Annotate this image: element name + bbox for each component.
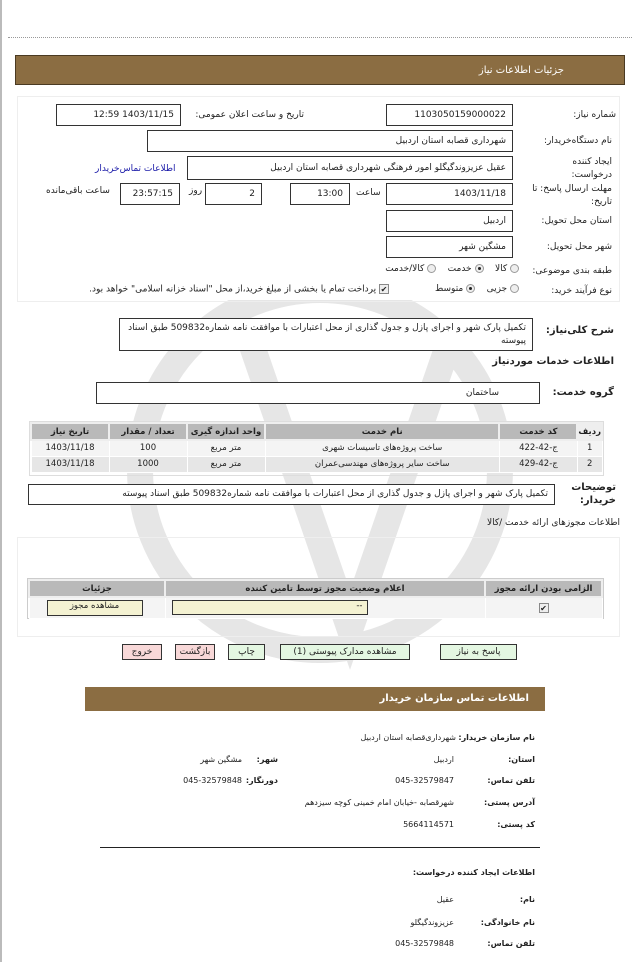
fax-label: دورنگار:: [245, 776, 278, 785]
col-date: تاریخ نیاز: [31, 423, 109, 440]
table-header-row: [29, 580, 602, 597]
buyer-label: نام دستگاه‌خریدار:: [543, 136, 612, 146]
org-label: نام سازمان خریدار:: [458, 733, 535, 742]
treasury-option: [89, 284, 389, 295]
radio-goods[interactable]: [510, 264, 519, 273]
col-unit: واحد اندازه گیری: [187, 423, 265, 440]
exit-button[interactable]: خروج: [122, 644, 162, 660]
remaining-label: ساعت باقی‌مانده: [46, 186, 110, 196]
services-table-wrap: [29, 421, 604, 476]
contact-divider: [100, 847, 540, 848]
buyer-notes-field: تکمیل پارک شهر و اجرای پازل و جدول گذاری از محل اعتبارات با موافقت نامه شماره509832 طبق اسناد پیوسته: [28, 484, 555, 505]
col-details: جزئیات: [29, 580, 165, 597]
radio-goods-service[interactable]: [427, 264, 436, 273]
creator-phone-label: تلفن تماس:: [487, 939, 535, 948]
cell: 1403/11/18: [31, 456, 109, 472]
buyer-field: شهرداری قصابه استان اردبیل: [147, 130, 513, 152]
services-table: [30, 422, 603, 473]
province-contact-label: استان:: [508, 755, 535, 764]
cell: 1403/11/18: [31, 440, 109, 456]
radio-goods-service-label: کالا/خدمت: [385, 264, 425, 274]
view-license-button[interactable]: مشاهده مجوز: [47, 600, 143, 616]
address-value: شهرقصابه -خیابان امام خمینی کوچه سیزدهم: [304, 798, 454, 807]
province-field: اردبیل: [386, 210, 513, 232]
cell: 2: [577, 456, 602, 472]
radio-medium[interactable]: [466, 284, 475, 293]
treasury-checkbox[interactable]: ✔: [380, 285, 388, 294]
licenses-table: [28, 579, 603, 619]
radio-minor[interactable]: [510, 284, 519, 293]
buyer-notes-label: توضیحات خریدار:: [571, 482, 616, 506]
city-contact-value: مشگین شهر: [200, 755, 242, 764]
col-status: اعلام وضعیت مجوز توسط تامین کننده: [165, 580, 485, 597]
fax-value: 045-32579848: [183, 776, 242, 785]
print-button[interactable]: چاپ: [228, 644, 265, 660]
view-attachments-button[interactable]: مشاهده مدارک پیوستی (1): [280, 644, 410, 660]
address-label: آدرس پستی:: [484, 798, 535, 807]
province-contact-value: اردبیل: [433, 755, 454, 764]
family-label: نام خانوادگی:: [480, 918, 535, 927]
details-cell: [29, 597, 165, 618]
services-title: اطلاعات خدمات موردنیاز: [492, 356, 614, 367]
name-label: نام:: [519, 895, 535, 904]
table-row: [29, 597, 602, 618]
page-header: جزئیات اطلاعات نیاز: [15, 55, 625, 85]
name-value: عقیل: [436, 895, 454, 904]
city-field: مشگین شهر: [386, 236, 513, 258]
col-qty: تعداد / مقدار: [109, 423, 187, 440]
licenses-title: اطلاعات مجوزهای ارائه خدمت /کالا: [486, 518, 620, 528]
radio-goods-label: کالا: [494, 264, 508, 274]
creator-info-title: اطلاعات ایجاد کننده درخواست:: [412, 868, 535, 877]
phone-label: تلفن تماس:: [487, 776, 535, 785]
required-cell: [485, 597, 602, 618]
creator-phone-value: 045-32579848: [395, 939, 454, 948]
category-label: طبقه بندی موضوعی:: [532, 266, 612, 276]
cell: 1: [577, 440, 602, 456]
radio-medium-label: متوسط: [434, 284, 464, 294]
need-number-label: شماره نیاز:: [573, 110, 616, 120]
family-value: عزیزوندگیگلو: [410, 918, 454, 927]
status-cell: [165, 597, 485, 618]
radio-minor-label: جزیی: [486, 284, 508, 294]
cell: متر مربع: [187, 440, 265, 456]
col-name: نام خدمت: [265, 423, 499, 440]
radio-service-label: خدمت: [447, 264, 472, 274]
treasury-text: پرداخت تمام یا بخشی از مبلغ خرید،از محل "اسناد خزانه اسلامی" خواهد بود.: [89, 284, 377, 295]
city-contact-label: شهر:: [256, 755, 278, 764]
days-field: 2: [205, 183, 262, 205]
table-header-row: [31, 423, 602, 440]
creator-label: ایجاد کننده درخواست:: [571, 157, 612, 180]
left-border: [0, 0, 2, 962]
deadline-label: مهلت ارسال پاسخ: تا تاریخ:: [532, 184, 612, 207]
buyer-contact-link[interactable]: اطلاعات تماس‌خریدار: [95, 164, 176, 174]
cell: ج-42-429: [499, 456, 577, 472]
need-number-field: 1103050159000022: [386, 104, 513, 126]
process-label: نوع فرآیند خرید:: [551, 286, 612, 296]
divider: [8, 37, 632, 38]
status-input[interactable]: --: [172, 600, 368, 615]
description-field: تکمیل پارک شهر و اجرای پازل و جدول گذاری از محل اعتبارات با موافقت نامه شماره509832 طبق اسناد پیوسته: [119, 318, 533, 351]
time-label: ساعت: [356, 188, 381, 198]
days-label: روز: [189, 186, 203, 196]
description-label: شرح کلی‌نیاز:: [545, 325, 614, 336]
required-checkbox: ✔: [540, 603, 547, 613]
remaining-time-field: 23:57:15: [120, 183, 180, 205]
reply-button[interactable]: پاسخ به نیاز: [440, 644, 517, 660]
cell: 100: [109, 440, 187, 456]
deadline-date-field: 1403/11/18: [386, 183, 513, 205]
cell: ج-42-422: [499, 440, 577, 456]
service-group-field: ساختمان: [96, 382, 540, 404]
cell: 1000: [109, 456, 187, 472]
licenses-table-wrap: [27, 578, 604, 619]
postal-label: کد پستی:: [497, 820, 535, 829]
cell: ساخت پروژه‌های تاسیسات شهری: [265, 440, 499, 456]
back-button[interactable]: بازگشت: [175, 644, 215, 660]
org-value: شهرداری‌قصابه استان اردبیل: [360, 733, 456, 742]
announce-label: تاریخ و ساعت اعلان عمومی:: [195, 110, 304, 120]
contact-header: اطلاعات تماس سازمان خریدار: [85, 687, 545, 711]
table-row: [31, 440, 602, 456]
creator-field: عقیل عزیزوندگیگلو امور فرهنگی شهرداری قصابه استان اردبیل: [187, 156, 513, 180]
cell: متر مربع: [187, 456, 265, 472]
table-row: [31, 456, 602, 472]
city-label: شهر محل تحویل:: [546, 242, 612, 252]
col-code: کد خدمت: [499, 423, 577, 440]
col-row: ردیف: [577, 423, 602, 440]
process-radio-group: [435, 284, 519, 294]
radio-service[interactable]: [475, 264, 484, 273]
cell: ساخت سایر پروژه‌های مهندسی‌عمران: [265, 456, 499, 472]
category-radio-group: [385, 264, 519, 274]
announce-field: 1403/11/15 12:59: [56, 104, 181, 126]
postal-value: 5664114571: [403, 820, 454, 829]
phone-value: 045-32579847: [395, 776, 454, 785]
service-group-label: گروه خدمت:: [552, 387, 614, 398]
province-label: استان محل تحویل:: [541, 216, 612, 226]
col-required: الزامی بودن ارائه مجوز: [485, 580, 602, 597]
deadline-time-field: 13:00: [290, 183, 350, 205]
